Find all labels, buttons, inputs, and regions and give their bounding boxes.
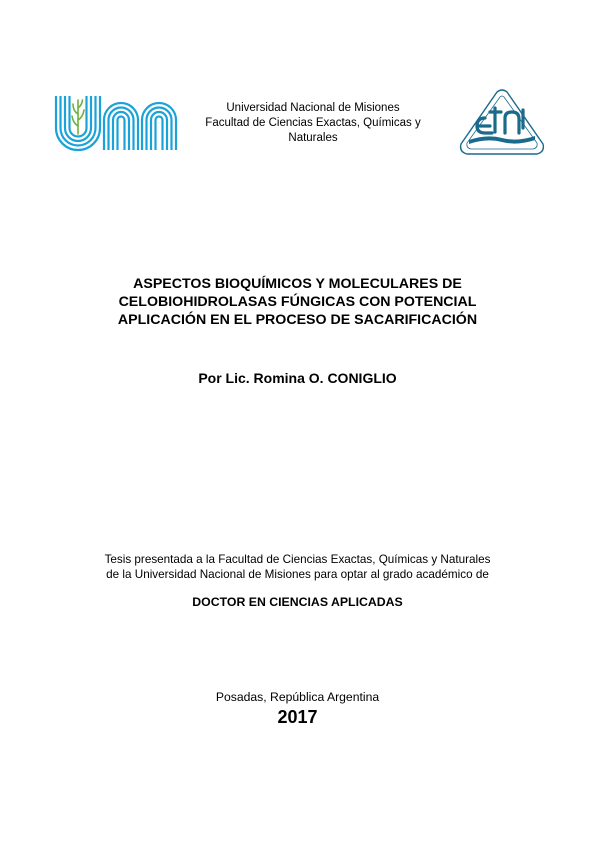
unam-logo-icon [54, 94, 192, 152]
place-text: Posadas, República Argentina [215, 690, 380, 704]
thesis-title-line2: CELOBIOHIDROLASAS FÚNGICAS CON POTENCIAL [118, 294, 477, 310]
university-name: Universidad Nacional de Misiones [226, 102, 400, 114]
thesis-statement [60, 553, 535, 582]
year-text: 2017 [277, 707, 318, 727]
institution-header [200, 101, 426, 146]
fceqyn-logo-icon [457, 88, 547, 158]
faculty-name-line1: Facultad de Ciencias Exactas, Químicas y [205, 117, 421, 129]
thesis-title-line3: APLICACIÓN EN EL PROCESO DE SACARIFICACIÓN [117, 312, 478, 328]
thesis-statement-line1: Tesis presentada a la Facultad de Ciencias Exactas, Químicas y Naturales [104, 553, 491, 566]
thesis-title [70, 275, 525, 329]
faculty-name-line2: Naturales [288, 132, 338, 144]
author-name: Por Lic. Romina O. CONIGLIO [198, 370, 397, 386]
degree-title: DOCTOR EN CIENCIAS APLICADAS [192, 595, 403, 609]
thesis-statement-line2: de la Universidad Nacional de Misiones para optar al grado académico de [106, 567, 489, 581]
thesis-title-line1: ASPECTOS BIOQUÍMICOS Y MOLECULARES DE [133, 276, 462, 292]
